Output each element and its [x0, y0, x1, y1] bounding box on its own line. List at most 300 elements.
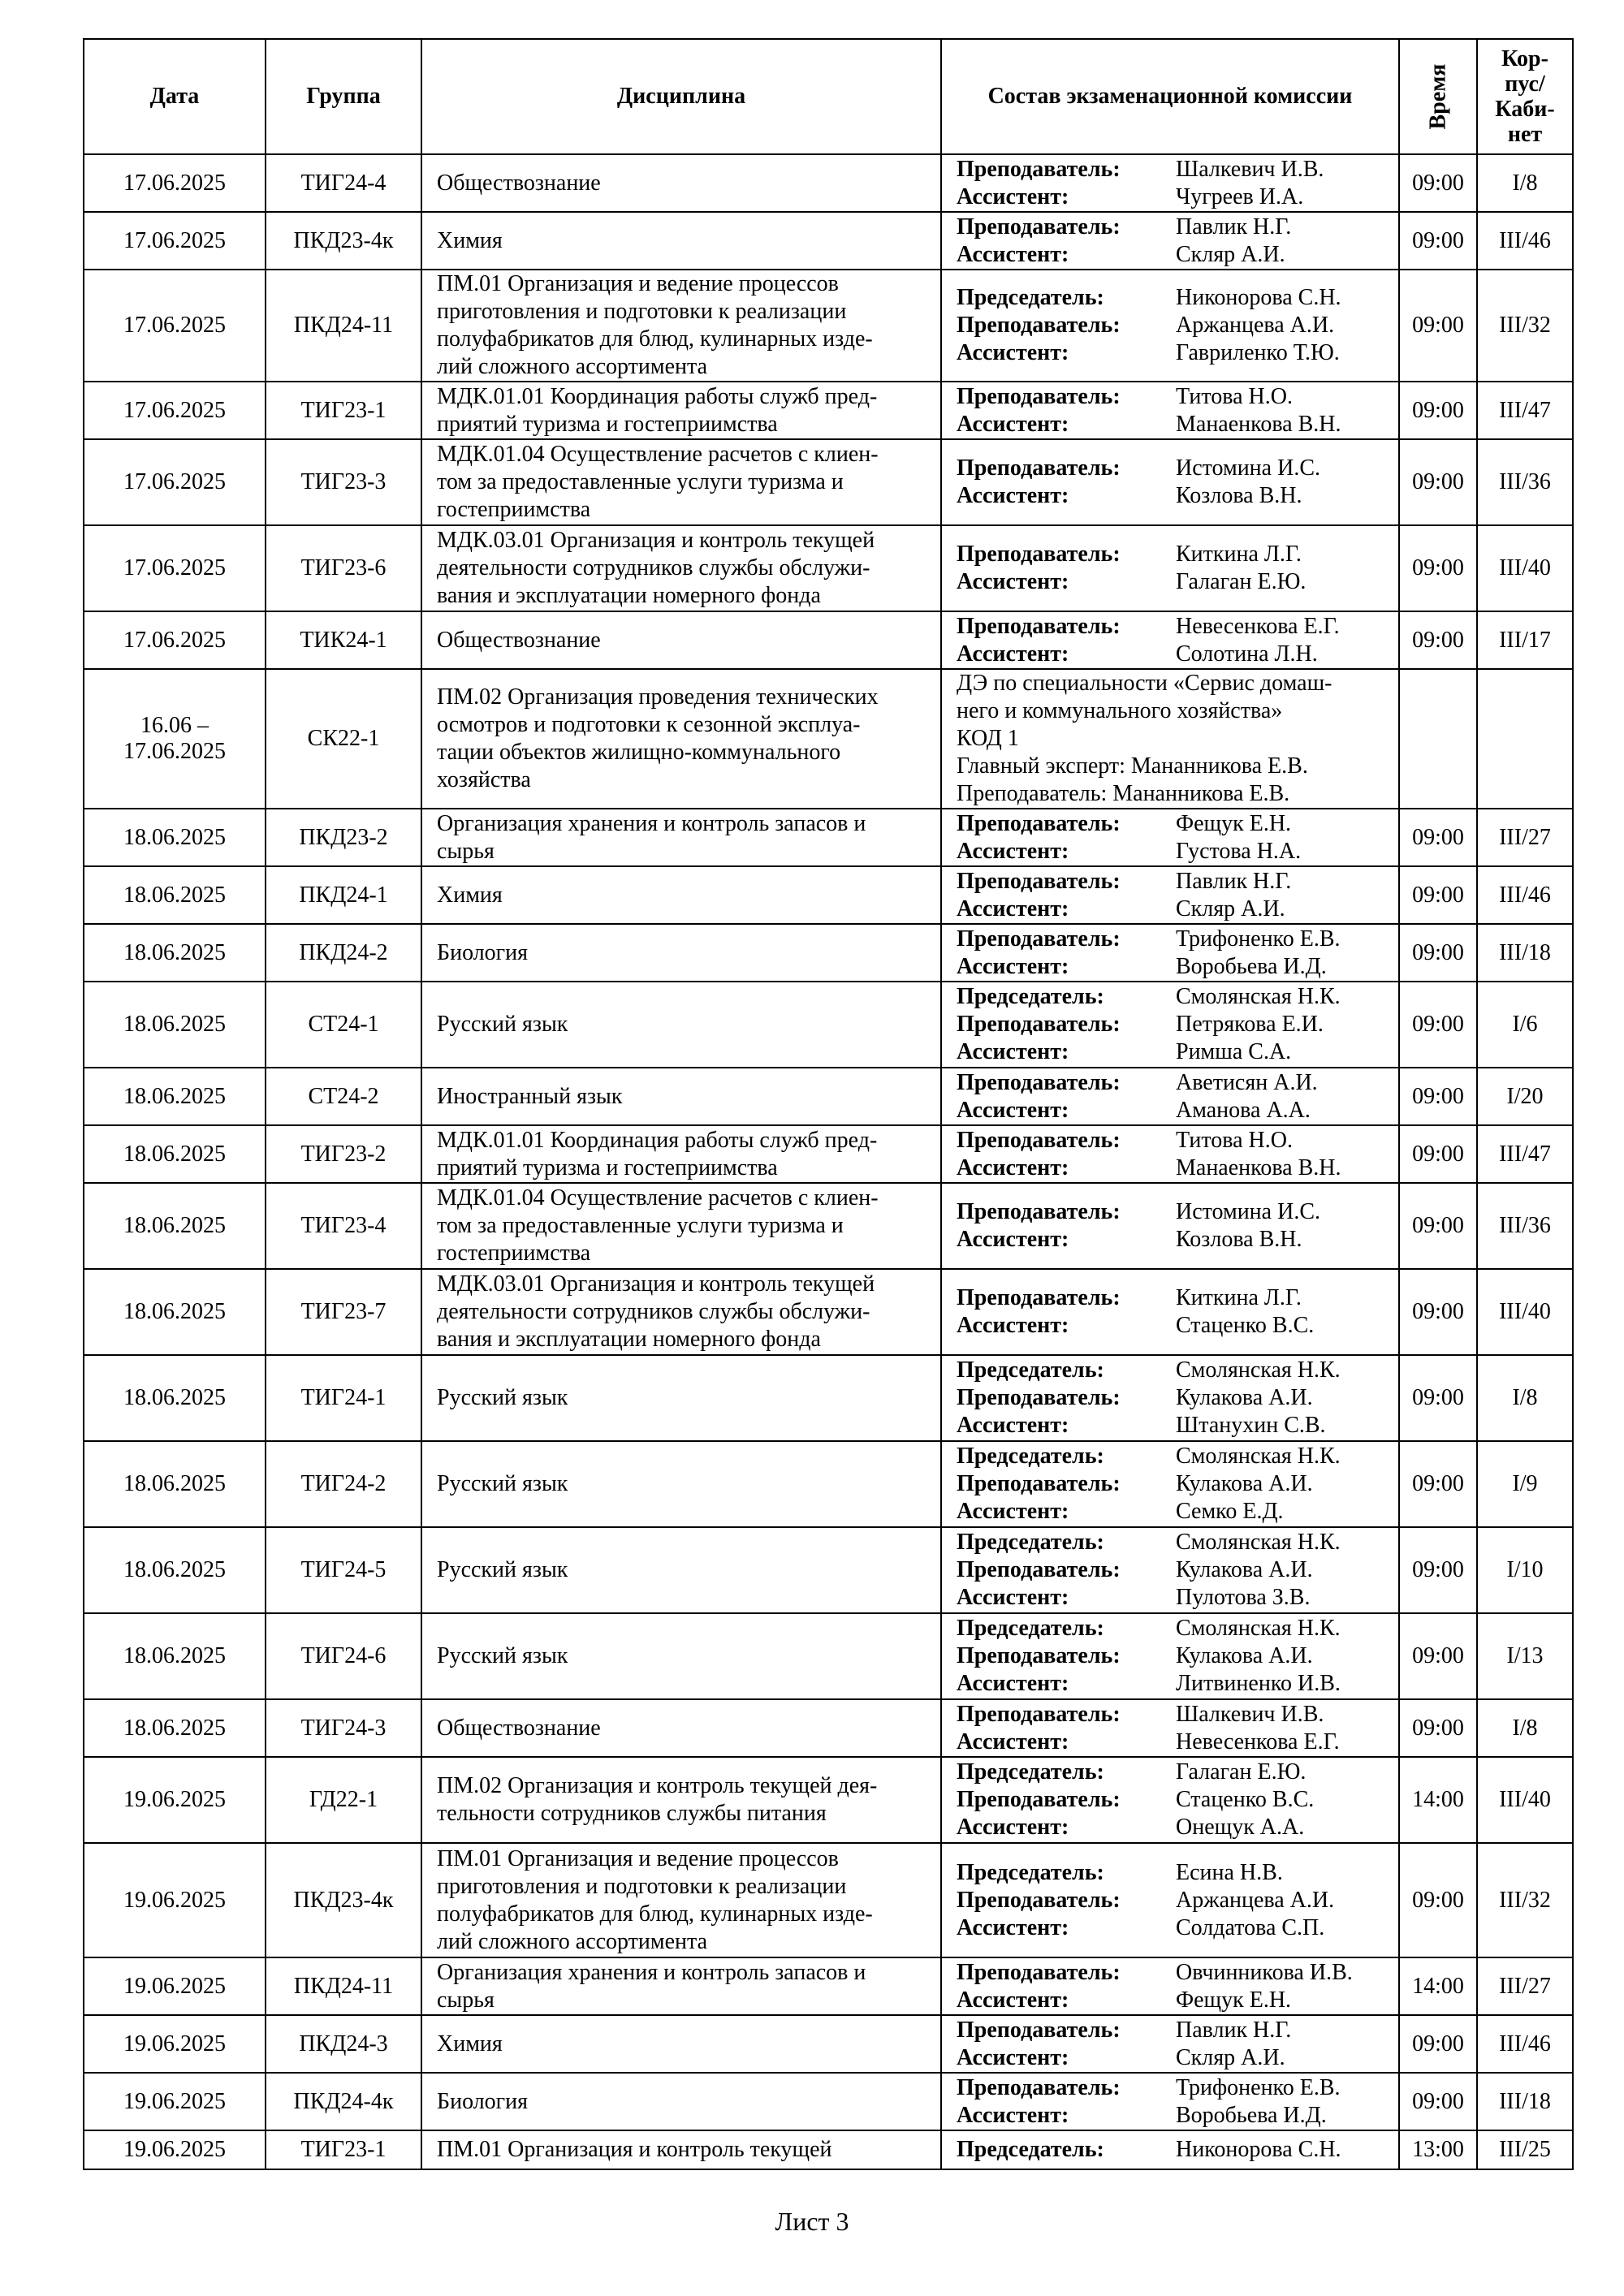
member-name: Фещук Е.Н. — [1176, 810, 1292, 836]
commission-cell — [941, 809, 1399, 866]
discipline-cell — [421, 2130, 941, 2169]
commission-line: Главный эксперт: Мананникова Е.В. — [957, 753, 1308, 779]
group-cell: ТИГ24-1 — [266, 1355, 421, 1441]
table-row — [84, 439, 1573, 525]
commission-member — [957, 156, 1393, 183]
room-cell: III/40 — [1477, 1269, 1573, 1355]
commission-member — [957, 953, 1393, 981]
discipline-line: МДК.03.01 Организация и контроль текущей — [437, 1271, 875, 1297]
table-row — [84, 982, 1573, 1068]
discipline-line: Биология — [437, 939, 529, 965]
time-cell: 14:00 — [1399, 1757, 1477, 1843]
date-cell: 18.06.2025 — [84, 1269, 266, 1355]
member-role: Председатель: — [957, 1444, 1104, 1469]
member-name: Невесенкова Е.Г. — [1176, 613, 1340, 639]
member-role: Преподаватель: — [957, 214, 1121, 240]
member-name: Густова Н.А. — [1176, 838, 1302, 864]
room-cell: III/18 — [1477, 924, 1573, 982]
header-room-line: Кор- — [1501, 46, 1548, 71]
discipline-line: Химия — [437, 2031, 503, 2056]
discipline-line: лий сложного ассортимента — [437, 354, 708, 379]
group-cell: ПКД24-3 — [266, 2015, 421, 2073]
date-cell: 18.06.2025 — [84, 1125, 266, 1183]
discipline-line: ПМ.01 Организация и ведение процессов — [437, 271, 839, 296]
commission-member — [957, 2074, 1393, 2102]
member-role: Преподаватель: — [957, 1127, 1121, 1153]
time-cell: 09:00 — [1399, 1125, 1477, 1183]
time-cell: 09:00 — [1399, 611, 1477, 669]
room-cell: I/20 — [1477, 1068, 1573, 1125]
discipline-line: ПМ.02 Организация проведения технических — [437, 684, 879, 710]
member-name: Стаценко В.С. — [1176, 1787, 1315, 1812]
group-cell: ПКД24-11 — [266, 270, 421, 382]
discipline-line: тельности сотрудников службы питания — [437, 1801, 827, 1826]
member-role: Председатель: — [957, 1859, 1104, 1885]
commission-member — [957, 1859, 1393, 1887]
commission-member — [957, 896, 1393, 923]
discipline-line: Обществознание — [437, 170, 601, 196]
time-cell: 09:00 — [1399, 1613, 1477, 1699]
discipline-cell — [421, 809, 941, 866]
member-name: Галаган Е.Ю. — [1176, 1759, 1307, 1785]
discipline-line: МДК.01.01 Координация работы служб пред- — [437, 1127, 878, 1153]
commission-member — [957, 312, 1393, 339]
commission-member — [957, 1701, 1393, 1728]
group-cell: ГД22-1 — [266, 1757, 421, 1843]
commission-cell — [941, 525, 1399, 611]
time-cell: 09:00 — [1399, 1699, 1477, 1757]
member-name: Стаценко В.С. — [1176, 1313, 1315, 1338]
group-cell: ТИГ23-2 — [266, 1125, 421, 1183]
group-cell: СК22-1 — [266, 669, 421, 809]
room-cell: I/8 — [1477, 1355, 1573, 1441]
member-role: Преподаватель: — [957, 1199, 1121, 1224]
member-role: Ассистент: — [957, 183, 1069, 209]
discipline-line: полуфабрикатов для блюд, кулинарных изде- — [437, 1901, 873, 1927]
discipline-line: Биология — [437, 2088, 529, 2114]
discipline-line: ПМ.01 Организация и ведение процессов — [437, 1845, 839, 1871]
table-row — [84, 1125, 1573, 1183]
discipline-line: тации объектов жилищно-коммунального — [437, 740, 841, 765]
time-cell: 09:00 — [1399, 212, 1477, 270]
discipline-line: Русский язык — [437, 1471, 568, 1496]
member-name: Киткина Л.Г. — [1176, 542, 1302, 567]
commission-member — [957, 1728, 1393, 1756]
room-cell: I/10 — [1477, 1527, 1573, 1613]
discipline-line: МДК.01.04 Осуществление расчетов с клиен- — [437, 1185, 879, 1211]
group-cell: ТИГ23-6 — [266, 525, 421, 611]
member-role: Председатель: — [957, 984, 1104, 1009]
header-date: Дата — [84, 39, 266, 154]
group-cell: ТИК24-1 — [266, 611, 421, 669]
member-role: Преподаватель: — [957, 1701, 1121, 1727]
room-cell: III/27 — [1477, 809, 1573, 866]
commission-member — [957, 613, 1393, 641]
commission-member — [957, 383, 1393, 411]
group-cell: ТИГ23-3 — [266, 439, 421, 525]
member-role: Ассистент: — [957, 340, 1069, 365]
room-cell: III/36 — [1477, 439, 1573, 525]
discipline-line: деятельности сотрудников службы обслужи- — [437, 555, 870, 580]
date-cell: 17.06.2025 — [84, 382, 266, 439]
commission-member — [957, 541, 1393, 568]
date-cell: 17.06.2025 — [84, 611, 266, 669]
discipline-cell — [421, 1441, 941, 1527]
member-role: Председатель: — [957, 1616, 1104, 1641]
member-name: Киткина Л.Г. — [1176, 1285, 1302, 1310]
member-role: Ассистент: — [957, 1987, 1069, 2013]
table-row — [84, 2130, 1573, 2169]
header-room-line: Каби- — [1495, 97, 1555, 122]
room-cell: III/47 — [1477, 1125, 1573, 1183]
header-commission: Состав экзаменационной комиссии — [941, 39, 1399, 154]
date-cell: 19.06.2025 — [84, 1843, 266, 1957]
commission-cell — [941, 2130, 1399, 2169]
date-line: 16.06 – — [140, 713, 209, 738]
commission-cell — [941, 212, 1399, 270]
room-cell: III/40 — [1477, 1757, 1573, 1843]
member-role: Преподаватель: — [957, 810, 1121, 836]
table-row — [84, 525, 1573, 611]
commission-member — [957, 838, 1393, 865]
room-cell: III/17 — [1477, 611, 1573, 669]
discipline-line: МДК.01.04 Осуществление расчетов с клиен- — [437, 442, 879, 467]
table-row — [84, 212, 1573, 270]
discipline-cell — [421, 1957, 941, 2015]
member-name: Кулакова А.И. — [1176, 1385, 1313, 1410]
member-role: Ассистент: — [957, 641, 1069, 667]
discipline-line: Химия — [437, 227, 503, 253]
discipline-line: гостеприимства — [437, 497, 591, 522]
commission-member — [957, 568, 1393, 596]
member-name: Скляр А.И. — [1176, 241, 1285, 267]
member-name: Гавриленко Т.Ю. — [1176, 340, 1340, 365]
room-cell: III/25 — [1477, 2130, 1573, 2169]
member-role: Преподаватель: — [957, 2074, 1121, 2100]
member-name: Литвиненко И.В. — [1176, 1671, 1341, 1696]
group-cell: ТИГ24-4 — [266, 154, 421, 212]
discipline-cell — [421, 1355, 941, 1441]
commission-member — [957, 2136, 1393, 2164]
group-cell: ПКД23-2 — [266, 809, 421, 866]
member-role: Преподаватель: — [957, 1787, 1121, 1812]
member-role: Ассистент: — [957, 1227, 1069, 1252]
commission-member — [957, 284, 1393, 312]
commission-cell — [941, 982, 1399, 1068]
commission-member — [957, 1412, 1393, 1439]
commission-member — [957, 1759, 1393, 1786]
commission-member — [957, 2102, 1393, 2130]
header-group: Группа — [266, 39, 421, 154]
table-row — [84, 1527, 1573, 1613]
member-role: Ассистент: — [957, 241, 1069, 267]
table-row — [84, 1699, 1573, 1757]
time-cell: 09:00 — [1399, 270, 1477, 382]
member-role: Ассистент: — [957, 953, 1069, 979]
member-role: Ассистент: — [957, 1815, 1069, 1840]
discipline-cell — [421, 1527, 941, 1613]
member-role: Преподаватель: — [957, 1643, 1121, 1668]
date-cell: 18.06.2025 — [84, 1068, 266, 1125]
commission-member — [957, 1670, 1393, 1698]
discipline-line: том за предоставленные услуги туризма и — [437, 1213, 844, 1238]
member-name: Кулакова А.И. — [1176, 1557, 1313, 1582]
member-name: Козлова В.Н. — [1176, 483, 1302, 508]
room-cell: I/13 — [1477, 1613, 1573, 1699]
commission-cell — [941, 2073, 1399, 2130]
commission-cell — [941, 1441, 1399, 1527]
member-name: Солотина Л.Н. — [1176, 641, 1318, 667]
commission-member — [957, 482, 1393, 510]
commission-member — [957, 1498, 1393, 1526]
member-role: Ассистент: — [957, 411, 1069, 437]
member-role: Преподаватель: — [957, 1012, 1121, 1037]
member-name: Воробьева И.Д. — [1176, 2102, 1327, 2128]
member-role: Ассистент: — [957, 1039, 1069, 1064]
date-cell: 17.06.2025 — [84, 270, 266, 382]
room-cell: III/32 — [1477, 1843, 1573, 1957]
member-role: Ассистент: — [957, 896, 1069, 921]
discipline-cell — [421, 212, 941, 270]
discipline-line: Русский язык — [437, 1012, 568, 1037]
member-name: Смолянская Н.К. — [1176, 1616, 1341, 1641]
member-role: Ассистент: — [957, 1154, 1069, 1180]
member-name: Трифоненко Е.В. — [1176, 926, 1341, 952]
exam-schedule-table — [83, 38, 1574, 2170]
member-name: Смолянская Н.К. — [1176, 1444, 1341, 1469]
room-cell: III/18 — [1477, 2073, 1573, 2130]
discipline-line: Русский язык — [437, 1557, 568, 1582]
time-cell: 09:00 — [1399, 154, 1477, 212]
discipline-line: лий сложного ассортимента — [437, 1928, 708, 1954]
member-role: Председатель: — [957, 1759, 1104, 1785]
room-cell — [1477, 669, 1573, 809]
member-name: Аржанцева А.И. — [1176, 1887, 1335, 1913]
commission-cell — [941, 866, 1399, 924]
discipline-line: сырья — [437, 1987, 495, 2013]
date-cell: 19.06.2025 — [84, 1957, 266, 2015]
discipline-line: Русский язык — [437, 1385, 568, 1410]
member-role: Ассистент: — [957, 1499, 1069, 1524]
discipline-line: Химия — [437, 882, 503, 908]
commission-member — [957, 1384, 1393, 1412]
discipline-line: приятий туризма и гостеприимства — [437, 1154, 778, 1180]
room-cell: III/46 — [1477, 2015, 1573, 2073]
discipline-line: осмотров и подготовки к сезонной эксплуа- — [437, 712, 861, 737]
date-cell: 17.06.2025 — [84, 525, 266, 611]
discipline-line: том за предоставленные услуги туризма и — [437, 469, 844, 494]
commission-member — [957, 214, 1393, 241]
member-role: Ассистент: — [957, 1671, 1069, 1696]
room-cell: III/46 — [1477, 212, 1573, 270]
time-cell: 09:00 — [1399, 924, 1477, 982]
commission-cell — [941, 439, 1399, 525]
member-role: Преподаватель: — [957, 1069, 1121, 1095]
discipline-line: ПМ.02 Организация и контроль текущей дея- — [437, 1773, 878, 1798]
commission-cell — [941, 1355, 1399, 1441]
date-cell: 19.06.2025 — [84, 2015, 266, 2073]
commission-member — [957, 1987, 1393, 2014]
member-name: Фещук Е.Н. — [1176, 1987, 1292, 2013]
table-row — [84, 382, 1573, 439]
commission-member — [957, 2044, 1393, 2072]
member-name: Манаенкова В.Н. — [1176, 411, 1341, 437]
header-room-line: пус/ — [1505, 71, 1545, 97]
discipline-cell — [421, 1183, 941, 1269]
commission-cell — [941, 924, 1399, 982]
table-row — [84, 1441, 1573, 1527]
member-name: Петрякова Е.И. — [1176, 1012, 1324, 1037]
table-row — [84, 270, 1573, 382]
member-name: Шалкевич И.В. — [1176, 1701, 1324, 1727]
group-cell: ТИГ23-4 — [266, 1183, 421, 1269]
group-cell: ПКД24-2 — [266, 924, 421, 982]
member-name: Солдатова С.П. — [1176, 1914, 1325, 1940]
discipline-cell — [421, 1269, 941, 1355]
table-row — [84, 154, 1573, 212]
date-cell: 19.06.2025 — [84, 2130, 266, 2169]
member-role: Ассистент: — [957, 1914, 1069, 1940]
date-cell: 18.06.2025 — [84, 809, 266, 866]
discipline-line: сырья — [437, 838, 495, 864]
commission-member — [957, 339, 1393, 367]
member-role: Преподаватель: — [957, 868, 1121, 894]
group-cell: ПКД23-4к — [266, 212, 421, 270]
date-cell: 18.06.2025 — [84, 866, 266, 924]
group-cell: ПКД23-4к — [266, 1843, 421, 1957]
discipline-line: Обществознание — [437, 1715, 601, 1741]
discipline-cell — [421, 1068, 941, 1125]
commission-member — [957, 1786, 1393, 1814]
commission-cell — [941, 154, 1399, 212]
date-cell: 18.06.2025 — [84, 924, 266, 982]
group-cell: ТИГ23-1 — [266, 2130, 421, 2169]
member-name: Семко Е.Д. — [1176, 1499, 1284, 1524]
member-name: Трифоненко Е.В. — [1176, 2074, 1341, 2100]
discipline-line: приятий туризма и гостеприимства — [437, 411, 778, 437]
table-row — [84, 1843, 1573, 1957]
group-cell: ТИГ23-1 — [266, 382, 421, 439]
commission-member — [957, 411, 1393, 438]
commission-member — [957, 1642, 1393, 1670]
commission-member — [957, 2017, 1393, 2044]
time-cell: 09:00 — [1399, 439, 1477, 525]
room-cell: III/32 — [1477, 270, 1573, 382]
member-name: Галаган Е.Ю. — [1176, 569, 1307, 594]
commission-member — [957, 1887, 1393, 1914]
time-cell — [1399, 669, 1477, 809]
member-role: Ассистент: — [957, 1097, 1069, 1123]
member-name: Титова Н.О. — [1176, 383, 1293, 409]
commission-member — [957, 1154, 1393, 1182]
commission-member — [957, 810, 1393, 838]
member-name: Аветисян А.И. — [1176, 1069, 1318, 1095]
room-cell: I/6 — [1477, 982, 1573, 1068]
time-cell: 09:00 — [1399, 525, 1477, 611]
commission-member — [957, 1038, 1393, 1066]
commission-member — [957, 1011, 1393, 1038]
discipline-cell — [421, 154, 941, 212]
commission-member — [957, 1284, 1393, 1312]
group-cell: ТИГ24-3 — [266, 1699, 421, 1757]
member-name: Чугреев И.А. — [1176, 183, 1304, 209]
discipline-line: деятельности сотрудников службы обслужи- — [437, 1299, 870, 1324]
member-name: Никонорова С.Н. — [1176, 2137, 1341, 2162]
room-cell: I/9 — [1477, 1441, 1573, 1527]
member-role: Преподаватель: — [957, 2017, 1121, 2043]
member-role: Ассистент: — [957, 483, 1069, 508]
table-row — [84, 1183, 1573, 1269]
group-cell: ПКД24-11 — [266, 1957, 421, 2015]
date-line: 17.06.2025 — [123, 739, 226, 764]
member-name: Смолянская Н.К. — [1176, 1530, 1341, 1555]
room-cell: III/47 — [1477, 382, 1573, 439]
member-name: Титова Н.О. — [1176, 1127, 1293, 1153]
member-role: Преподаватель: — [957, 455, 1121, 481]
commission-cell — [941, 1843, 1399, 1957]
discipline-line: вания и эксплуатации номерного фонда — [437, 1327, 821, 1352]
discipline-cell — [421, 866, 941, 924]
member-role: Преподаватель: — [957, 542, 1121, 567]
date-cell: 18.06.2025 — [84, 1355, 266, 1441]
table-row — [84, 809, 1573, 866]
member-name: Воробьева И.Д. — [1176, 953, 1327, 979]
table-row — [84, 1613, 1573, 1699]
group-cell: СТ24-1 — [266, 982, 421, 1068]
commission-member — [957, 1226, 1393, 1254]
member-role: Преподаватель: — [957, 313, 1121, 338]
member-name: Скляр А.И. — [1176, 2044, 1285, 2070]
commission-member — [957, 1127, 1393, 1154]
commission-cell — [941, 1068, 1399, 1125]
commission-cell — [941, 1183, 1399, 1269]
discipline-cell — [421, 982, 941, 1068]
member-role: Преподаватель: — [957, 156, 1121, 182]
table-row — [84, 669, 1573, 809]
date-cell: 18.06.2025 — [84, 1527, 266, 1613]
time-cell: 09:00 — [1399, 982, 1477, 1068]
discipline-cell — [421, 270, 941, 382]
discipline-line: приготовления и подготовки к реализации — [437, 299, 847, 324]
commission-member — [957, 183, 1393, 211]
time-cell: 09:00 — [1399, 1269, 1477, 1355]
commission-line: него и коммунального хозяйства» — [957, 698, 1283, 723]
header-room — [1477, 39, 1573, 154]
time-cell: 09:00 — [1399, 1441, 1477, 1527]
commission-cell — [941, 1957, 1399, 2015]
commission-cell — [941, 1527, 1399, 1613]
commission-cell — [941, 270, 1399, 382]
discipline-line: МДК.03.01 Организация и контроль текущей — [437, 528, 875, 553]
commission-member — [957, 1357, 1393, 1384]
discipline-line: вания и эксплуатации номерного фонда — [437, 583, 821, 608]
table-row — [84, 1757, 1573, 1843]
commission-cell — [941, 1699, 1399, 1757]
table-row — [84, 1068, 1573, 1125]
room-cell: III/27 — [1477, 1957, 1573, 2015]
commission-cell — [941, 1613, 1399, 1699]
member-name: Штанухин С.В. — [1176, 1413, 1326, 1438]
date-cell: 17.06.2025 — [84, 154, 266, 212]
commission-member — [957, 1615, 1393, 1642]
date-cell: 18.06.2025 — [84, 1441, 266, 1527]
member-role: Преподаватель: — [957, 1959, 1121, 1985]
header-discipline: Дисциплина — [421, 39, 941, 154]
room-cell: I/8 — [1477, 1699, 1573, 1757]
time-cell: 09:00 — [1399, 1068, 1477, 1125]
table-row — [84, 924, 1573, 982]
commission-member — [957, 1584, 1393, 1612]
